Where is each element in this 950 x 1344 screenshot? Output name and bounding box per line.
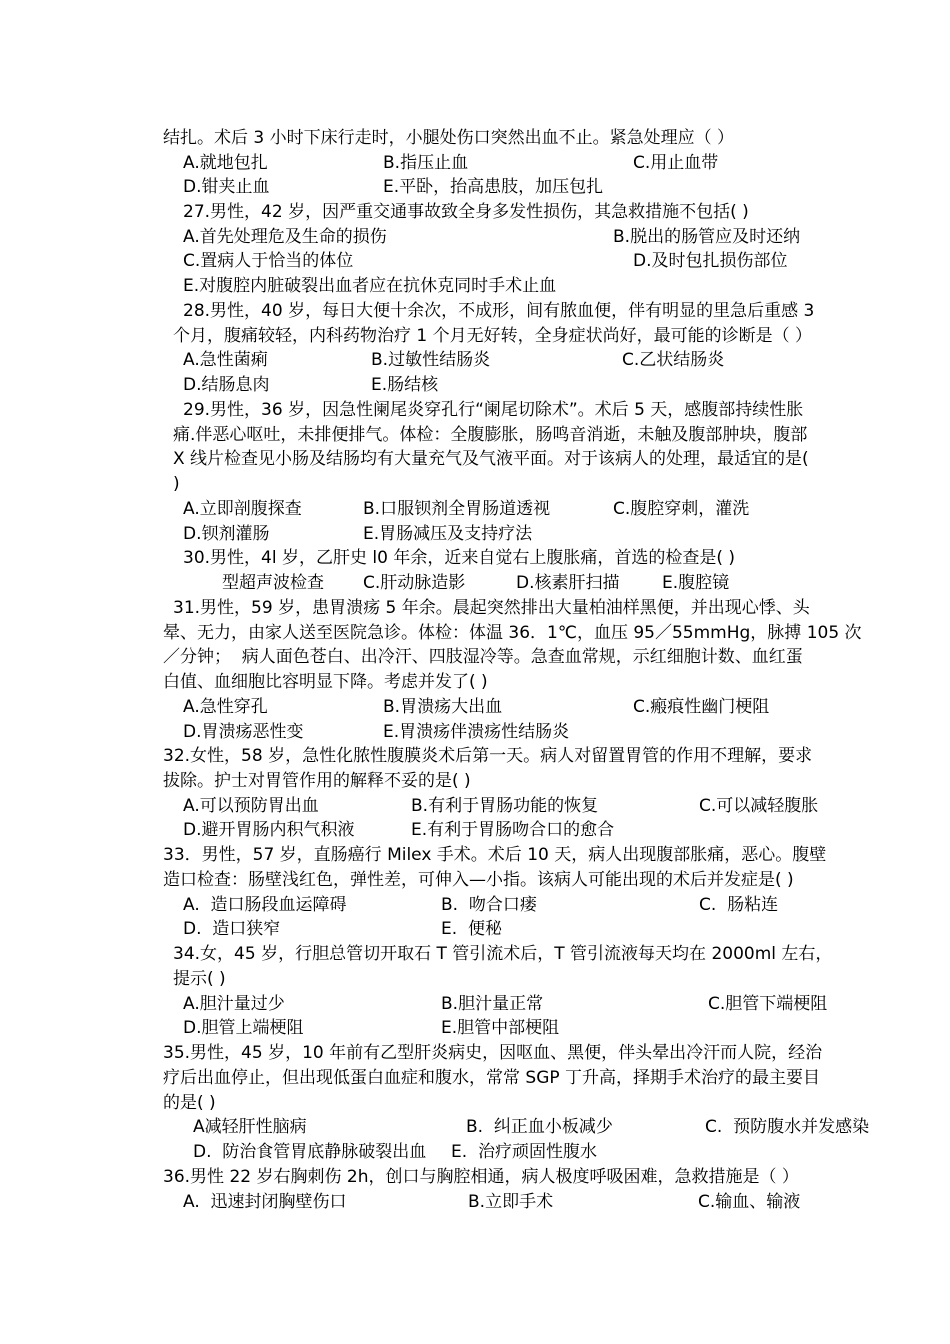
text-line: D.胆管上端梗阻 — [183, 1018, 304, 1038]
text-line: 28.男性，40 岁，每日大便十余次，不成形，间有脓血便，伴有明显的里急后重感 3 — [183, 301, 815, 321]
text-line: C.可以减轻腹胀 — [699, 796, 819, 816]
text-line: 32.女性，58 岁，急性化脓性腹膜炎术后第一天。病人对留置胃管的作用不理解，要求 — [163, 746, 813, 766]
text-line: 疗后出血停止，但出现低蛋白血症和腹水，常常 SGP 丁升高，择期手术治疗的最主要目 — [163, 1068, 821, 1088]
text-line: 痛.伴恶心呕吐，未排便排气。体检：全腹膨胀，肠鸣音消逝，未触及腹部肿块，腹部 — [173, 425, 808, 445]
text-line: 结扎。术后 3 小时下床行走时，小腿处伤口突然出血不止。紧急处理应（ ） — [163, 128, 735, 148]
text-line: C.瘢痕性幽门梗阻 — [633, 697, 770, 717]
text-line: C.腹腔穿刺，灌洗 — [613, 499, 750, 519]
text-line: B. 纠正血小板减少 — [466, 1117, 613, 1137]
text-line: 30.男性，4l 岁，乙肝史 l0 年余，近来自觉右上腹胀痛，首选的检查是( ) — [183, 548, 735, 568]
text-line: D.胃溃疡恶性变 — [183, 722, 304, 742]
text-line: C. 预防腹水并发感染 — [705, 1117, 870, 1137]
text-line: 27.男性，42 岁，因严重交通事故致全身多发性损伤，其急救措施不包括( ) — [183, 202, 749, 222]
text-line: E.胃溃疡伴溃疡性结肠炎 — [383, 722, 570, 742]
text-line: B.脱出的肠管应及时还纳 — [613, 227, 801, 247]
text-line: D. 防治食管胃底静脉破裂出血 — [193, 1142, 427, 1162]
text-line: E.肠结核 — [371, 375, 439, 395]
text-line: C.乙状结肠炎 — [622, 350, 725, 370]
text-line: 晕、无力，由家人送至医院急诊。体检：体温 36．1℃，血压 95／55mmHg，脉搏 105 次 — [163, 623, 862, 643]
text-line: A. 造口肠段血运障碍 — [183, 895, 347, 915]
text-line: D.核素肝扫描 — [516, 573, 620, 593]
text-line: C. 肠粘连 — [699, 895, 779, 915]
text-line: B.指压止血 — [383, 153, 469, 173]
text-line: D.钳夹止血 — [183, 177, 270, 197]
text-line: A.胆汁量过少 — [183, 994, 285, 1014]
text-line: 33．男性，57 岁，直肠癌行 Milex 手术。术后 10 天，病人出现腹部胀痛，恶心。腹壁 — [163, 845, 827, 865]
text-line: ) — [173, 474, 180, 494]
text-line: 型超声波检查 — [222, 573, 324, 593]
text-line: ／分钟； 病人面色苍白、出冷汗、四肢湿冷等。急查血常规，示红细胞计数、血红蛋 — [163, 647, 803, 667]
text-line: B. 吻合口瘘 — [441, 895, 537, 915]
text-line: A. 迅速封闭胸壁伤口 — [183, 1192, 347, 1212]
text-line: 白值、血细胞比容明显下降。考虑并发了( ) — [163, 672, 488, 692]
text-line: B.有利于胃肠功能的恢复 — [411, 796, 599, 816]
text-line: C.肝动脉造影 — [363, 573, 466, 593]
text-line: B.口服钡剂全胃肠道透视 — [363, 499, 551, 519]
text-line: C.输血、输液 — [698, 1192, 801, 1212]
text-line: B.胆汁量正常 — [441, 994, 544, 1014]
text-line: E.胃肠减压及支持疗法 — [363, 524, 533, 544]
text-line: E. 治疗顽固性腹水 — [451, 1142, 597, 1162]
text-line: B.胃溃疡大出血 — [383, 697, 503, 717]
text-line: X 线片检查见小肠及结肠均有大量充气及气液平面。对于该病人的处理，最适宜的是( — [173, 449, 809, 469]
text-line: 36.男性 22 岁右胸刺伤 2h，创口与胸腔相通，病人极度呼吸困难，急救措施是（ ） — [163, 1167, 799, 1187]
text-line: A.立即剖腹探查 — [183, 499, 302, 519]
text-line: E.对腹腔内脏破裂出血者应在抗休克同时手术止血 — [183, 276, 557, 296]
text-line: D.避开胃肠内积气积液 — [183, 820, 355, 840]
text-line: A.首先处理危及生命的损伤 — [183, 227, 387, 247]
text-line: B.立即手术 — [468, 1192, 554, 1212]
text-line: 造口检查：肠壁浅红色，弹性差，可伸入—小指。该病人可能出现的术后并发症是( ) — [163, 870, 794, 890]
text-line: 个月，腹痛较轻，内科药物治疗 1 个月无好转，全身症状尚好，最可能的诊断是（ ） — [173, 326, 813, 346]
text-line: D.及时包扎损伤部位 — [633, 251, 788, 271]
text-line: C.用止血带 — [633, 153, 719, 173]
text-line: 拔除。护士对胃管作用的解释不妥的是( ) — [163, 771, 471, 791]
text-line: C.置病人于恰当的体位 — [183, 251, 354, 271]
text-line: 35.男性，45 岁，10 年前有乙型肝炎病史，因呕血、黑便，伴头晕出冷汗而人院，经治 — [163, 1043, 823, 1063]
text-line: 34.女，45 岁，行胆总管切开取石 T 管引流术后，T 管引流液每天均在 2000ml 左右， — [173, 944, 833, 964]
text-line: 29.男性，36 岁，因急性阑尾炎穿孔行“阑尾切除术”。术后 5 天，感腹部持续性胀 — [183, 400, 804, 420]
text-line: A.就地包扎 — [183, 153, 268, 173]
text-line: A减轻肝性脑病 — [193, 1117, 307, 1137]
text-line: A.急性穿孔 — [183, 697, 268, 717]
text-line: E.胆管中部梗阻 — [441, 1018, 560, 1038]
text-line: E.有利于胃肠吻合口的愈合 — [411, 820, 615, 840]
text-line: E. 便秘 — [441, 919, 502, 939]
text-line: A.急性菌痢 — [183, 350, 268, 370]
text-line: D. 造口狭窄 — [183, 919, 281, 939]
text-line: D.钡剂灌肠 — [183, 524, 270, 544]
text-line: 提示( ) — [173, 969, 226, 989]
text-line: C.胆管下端梗阻 — [708, 994, 828, 1014]
text-line: B.过敏性结肠炎 — [371, 350, 491, 370]
text-line: 31.男性，59 岁，患胃溃疡 5 年余。晨起突然排出大量柏油样黑便，并出现心悸、头 — [173, 598, 810, 618]
text-line: 的是( ) — [163, 1093, 216, 1113]
text-line: E.平卧，抬高患肢，加压包扎 — [383, 177, 604, 197]
text-line: D.结肠息肉 — [183, 375, 270, 395]
text-line: E.腹腔镜 — [662, 573, 730, 593]
text-line: A.可以预防胃出血 — [183, 796, 319, 816]
